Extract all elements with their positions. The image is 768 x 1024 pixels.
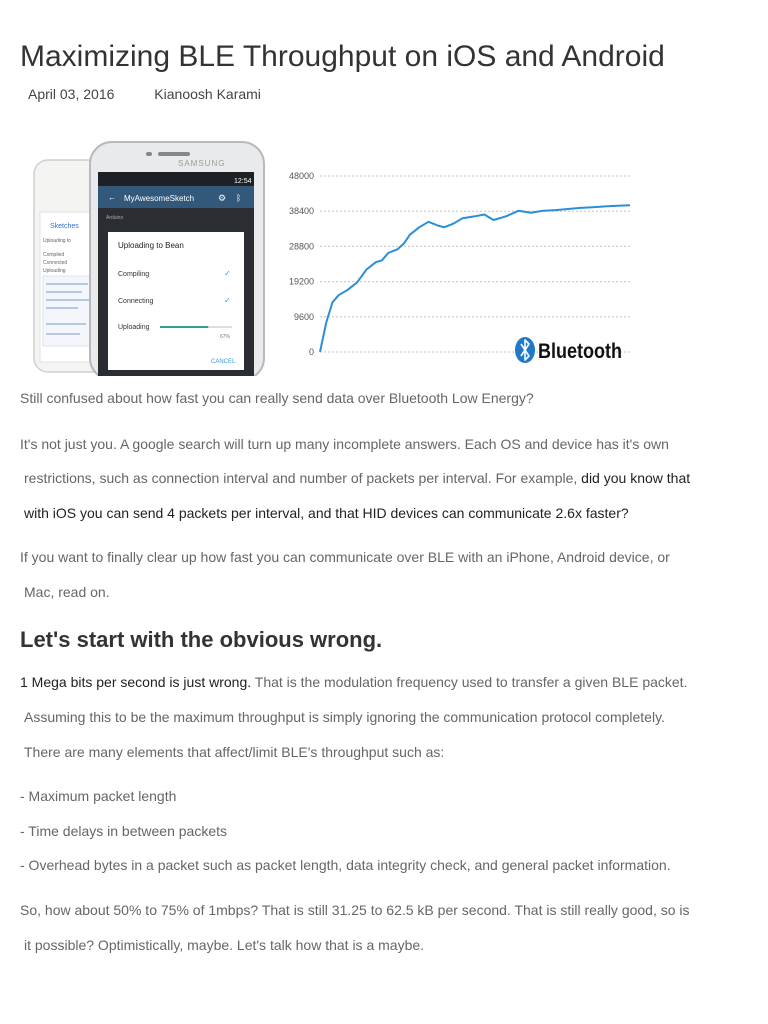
back-arrow-icon: ←: [108, 193, 116, 202]
check-icon: ✓: [224, 269, 231, 278]
front-phone-speaker: [158, 152, 190, 156]
hero-svg: [28, 136, 632, 376]
gear-icon: ⚙: [218, 194, 227, 204]
chart-y-tick-label: 0: [308, 347, 314, 357]
article-date: April 03, 2016: [28, 86, 115, 102]
front-phone-sensor: [146, 152, 152, 156]
check-icon: ✓: [224, 296, 231, 305]
paragraph-intro: Still confused about how fast you can really send data over Bluetooth Low Energy?: [20, 390, 534, 406]
chart-y-tick-label: 19200: [288, 276, 314, 287]
paragraph-4-line-3: There are many elements that affect/limit BLE's throughput such as:: [24, 744, 445, 760]
back-phone-line-3: Connected: [43, 260, 68, 266]
chart-y-tick-label: 9600: [293, 311, 314, 322]
back-phone-line-4: Uploading: [43, 268, 66, 274]
front-phone-brand: SAMSUNG: [178, 159, 226, 168]
paragraph-2-line-3: with iOS you can send 4 packets per interval, and that HID devices can communicate 2.6x faster?: [24, 505, 629, 521]
bluetooth-logo-text: Bluetooth: [538, 340, 622, 363]
article-title: Maximizing BLE Throughput on iOS and Android: [20, 40, 665, 73]
paragraph-4-line-2: Assuming this to be the maximum throughput is simply ignoring the communication protocol completely.: [24, 709, 665, 725]
paragraph-4-line-1: [20, 674, 687, 690]
paragraph-2-line-2: [24, 470, 690, 486]
cancel-button: CANCEL: [211, 359, 236, 365]
hero-image: [28, 136, 632, 376]
bluetooth-icon: ᛒ: [236, 194, 242, 204]
upload-progress-label: 67%: [220, 334, 231, 340]
upload-progress-fill: [160, 326, 208, 328]
front-phone-app-title: MyAwesomeSketch: [124, 194, 195, 203]
paragraph-2-highlight: did you know that: [581, 470, 691, 486]
step-compiling: Compiling: [118, 271, 150, 278]
paragraph-3-line-2: Mac, read on.: [24, 584, 110, 600]
front-phone: [90, 142, 264, 376]
article-meta: [28, 86, 261, 102]
list-item: - Time delays in between packets: [20, 823, 227, 839]
step-uploading: Uploading: [118, 324, 150, 331]
chart-y-tick-label: 28800: [288, 241, 314, 252]
throughput-chart: [289, 171, 630, 357]
back-phone-line-1: Uploading to: [43, 238, 72, 244]
step-connecting: Connecting: [118, 298, 154, 305]
list-item: - Maximum packet length: [20, 788, 177, 804]
bluetooth-logo: [515, 337, 622, 363]
paragraph-4-line-1-text: That is the modulation frequency used to transfer a given BLE packet.: [251, 674, 688, 690]
list-item: - Overhead bytes in a packet such as packet length, data integrity check, and general packet information.: [20, 857, 671, 873]
upload-dialog-title: Uploading to Bean: [118, 241, 184, 250]
back-phone-app-back: Sketches: [50, 223, 79, 230]
front-phone-statusbar: [98, 172, 254, 186]
paragraph-5-line-2: it possible? Optimistically, maybe. Let's talk how that is a maybe.: [24, 937, 425, 953]
chart-y-tick-label: 48000: [288, 171, 314, 181]
article-author[interactable]: Kianoosh Karami: [154, 86, 261, 102]
paragraph-5-line-1: So, how about 50% to 75% of 1mbps? That is still 31.25 to 62.5 kB per second. That is still really good, so is: [20, 902, 690, 918]
front-phone-status-time: 12:54: [234, 178, 252, 185]
paragraph-4-highlight: 1 Mega bits per second is just wrong.: [20, 674, 252, 690]
back-phone-line-2: Compiled: [43, 252, 65, 258]
chart-series-line: [320, 205, 630, 352]
paragraph-2-line-2-text: restrictions, such as connection interval and number of packets per interval. For example,: [24, 470, 582, 486]
section-heading: Let's start with the obvious wrong.: [20, 627, 383, 652]
paragraph-2-line-1: It's not just you. A google search will turn up many incomplete answers. Each OS and device has it's own: [20, 436, 669, 452]
chart-y-tick-label: 38400: [288, 206, 314, 217]
front-phone-list-label: Arduino: [106, 215, 124, 221]
paragraph-3-line-1: If you want to finally clear up how fast you can communicate over BLE with an iPhone, Android device, or: [20, 549, 670, 565]
